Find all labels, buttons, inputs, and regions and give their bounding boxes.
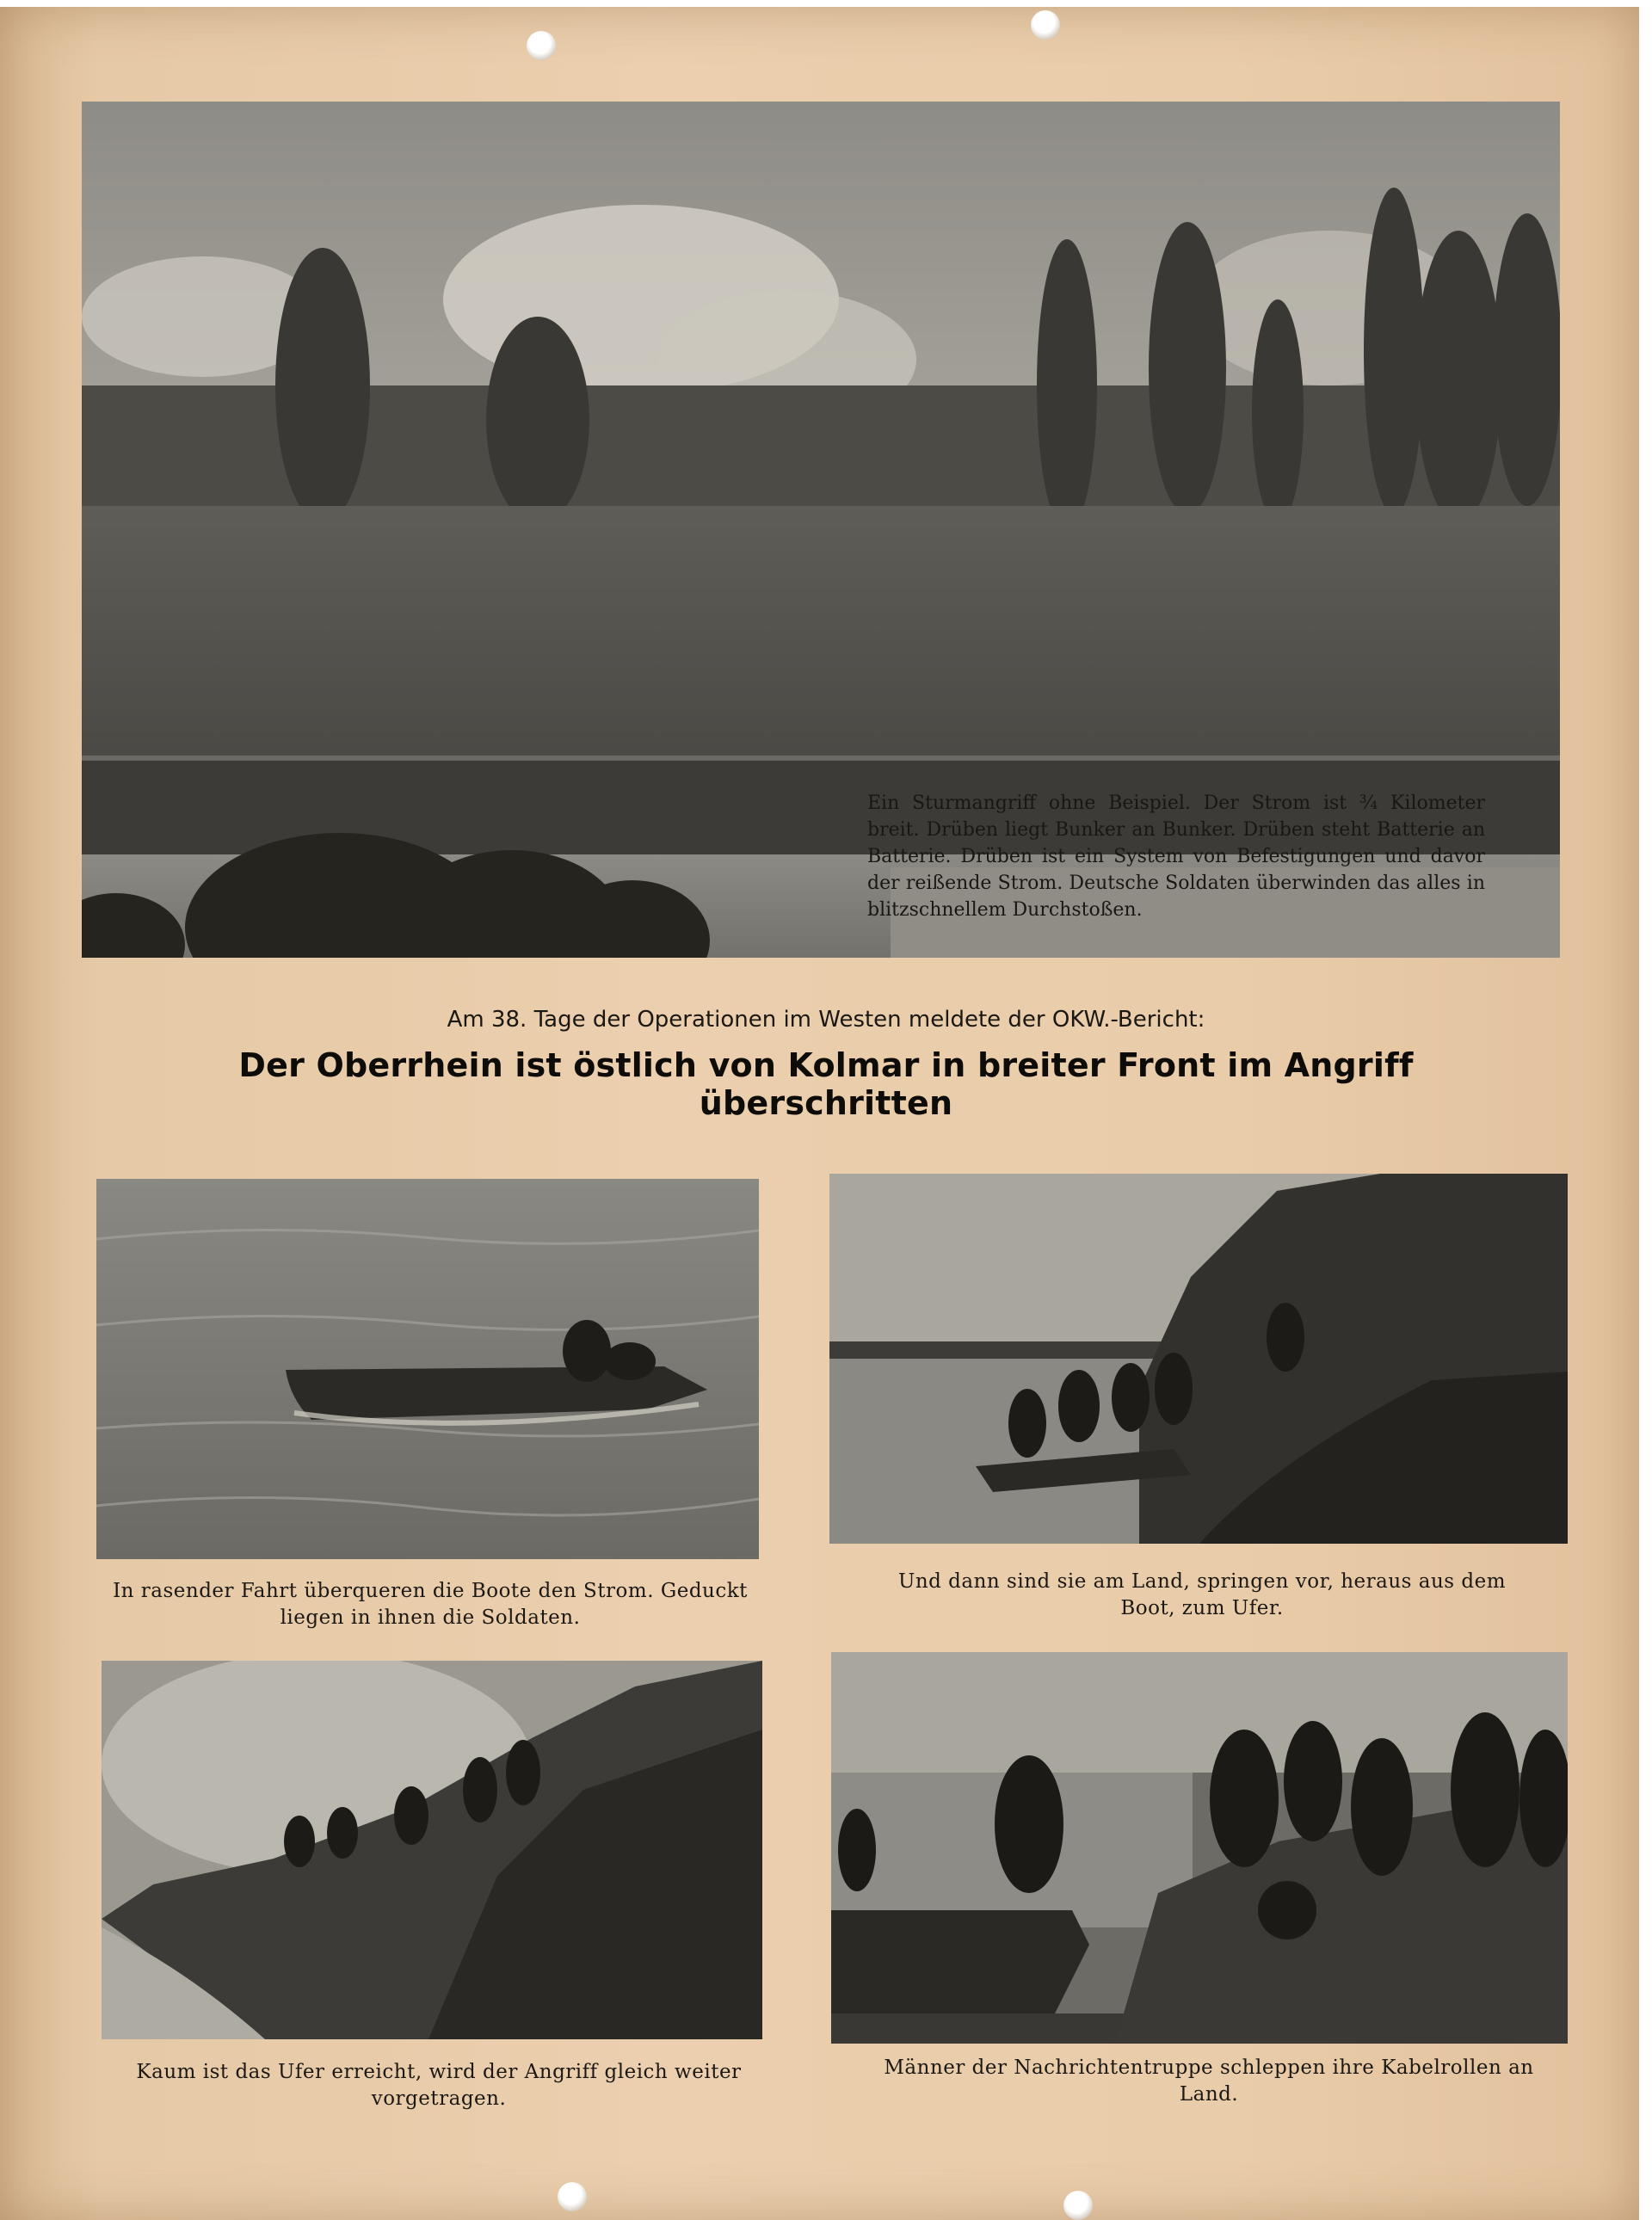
punch-hole-top-right [1031,10,1060,40]
punch-hole-top-left [527,31,556,60]
cable-photo [831,1652,1568,2044]
punch-hole-bottom-right [1063,2191,1093,2220]
bank-photo [102,1661,762,2039]
cable-caption: Männer der Nachrichtentruppe schleppen ihre Kabelrollen an Land. [884,2057,1534,2106]
boat-caption: In rasender Fahrt überqueren die Boote den Strom. Geduckt liegen in ihnen die Soldaten. [113,1580,748,1629]
photo-signal-troops-cable-icon [831,1652,1568,2044]
hero-caption: Ein Sturmangriff ohne Beispiel. Der Strom ist ¾ Kilometer breit. Drüben liegt Bunker an Bunker. Drüben steht Batterie an Batterie. Drüben ist ein System von Befestigungen und davor der reißende Strom. Deutsche Soldaten überwinden das alles in blitzschnellem Durchstoßen. [867,792,1485,921]
subtitle: Am 38. Tage der Operationen im Westen meldete der OKW.-Bericht: [447,1007,1205,1033]
newspaper-page [0,7,1639,2220]
hero-photo [82,102,1560,958]
photo-soldiers-bank-icon [102,1661,762,2039]
photo-soldiers-landing-icon [829,1174,1568,1544]
photo-boat-crossing-icon [96,1179,759,1559]
punch-hole-bottom-left [558,2182,587,2211]
landing-caption: Und dann sind sie am Land, springen vor, heraus aus dem Boot, zum Ufer. [897,1570,1507,1619]
landing-photo [829,1174,1568,1544]
boat-photo [96,1179,759,1559]
bank-caption: Kaum ist das Ufer erreicht, wird der Angriff gleich weiter vorgetragen. [136,2061,742,2110]
headline: Der Oberrhein ist östlich von Kolmar in breiter Front im Angriff überschritten [238,1046,1414,1122]
